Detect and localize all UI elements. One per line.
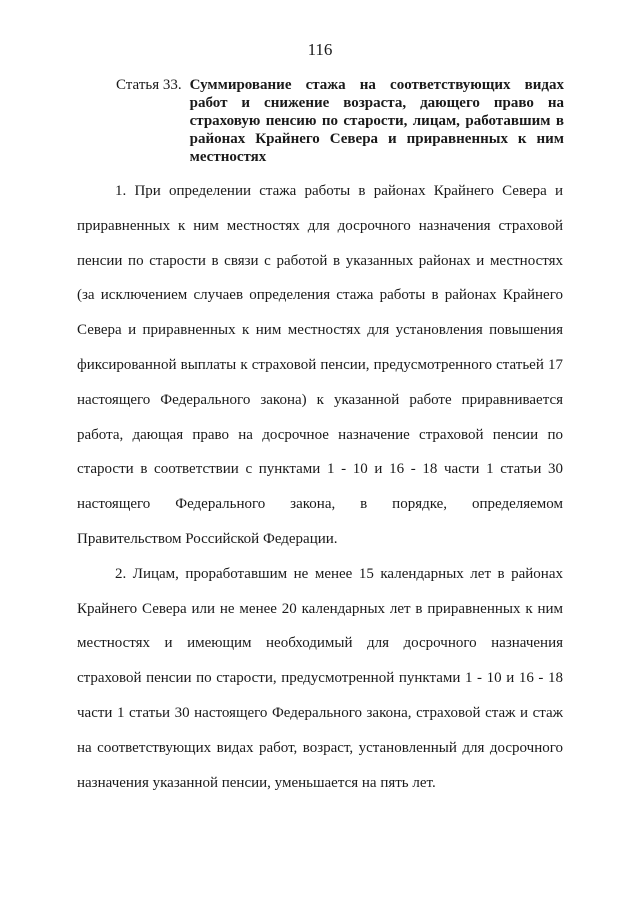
article-title: Суммирование стажа на соответствующих видах работ и снижение возраста, дающего право на страховую пенсию по старости, лицам, работавшим в районах Крайнего Севера и приравненных к ним местностях bbox=[189, 77, 564, 165]
paragraph-1: 1. При определении стажа работы в районах Крайнего Севера и приравненных к ним местностях для досрочного назначения страховой пенсии по старости в связи с работой в указанных районах и местностях (за исключением случаев определения стажа работы в районах Крайнего Севера и приравненных к ним местностях для установления повышения фиксированной выплаты к страховой пенсии, предусмотренного статьей 17 настоящего Федерального закона) к указанной работе приравнивается работа, дающая право на досрочное назначение страховой пенсии по старости в соответствии с пунктами 1 - 10 и 16 - 18 части 1 статьи 30 настоящего Федерального закона, в порядке, определяемом Правительством Российской Федерации. bbox=[77, 183, 563, 547]
paragraph-2: 2. Лицам, проработавшим не менее 15 календарных лет в районах Крайнего Севера или не менее 20 календарных лет в приравненных к ним местностях и имеющим необходимый для досрочного назначения страховой пенсии по старости, предусмотренной пунктами 1 - 10 и 16 - 18 части 1 статьи 30 настоящего Федерального закона, страховой стаж и стаж на соответствующих видах работ, возраст, установленный для досрочного назначения указанной пенсии, уменьшается на пять лет. bbox=[77, 565, 563, 791]
article-header bbox=[116, 76, 564, 166]
article-body bbox=[77, 174, 563, 800]
page-number: 116 bbox=[307, 40, 333, 59]
article-label: Статья 33. bbox=[116, 77, 182, 93]
